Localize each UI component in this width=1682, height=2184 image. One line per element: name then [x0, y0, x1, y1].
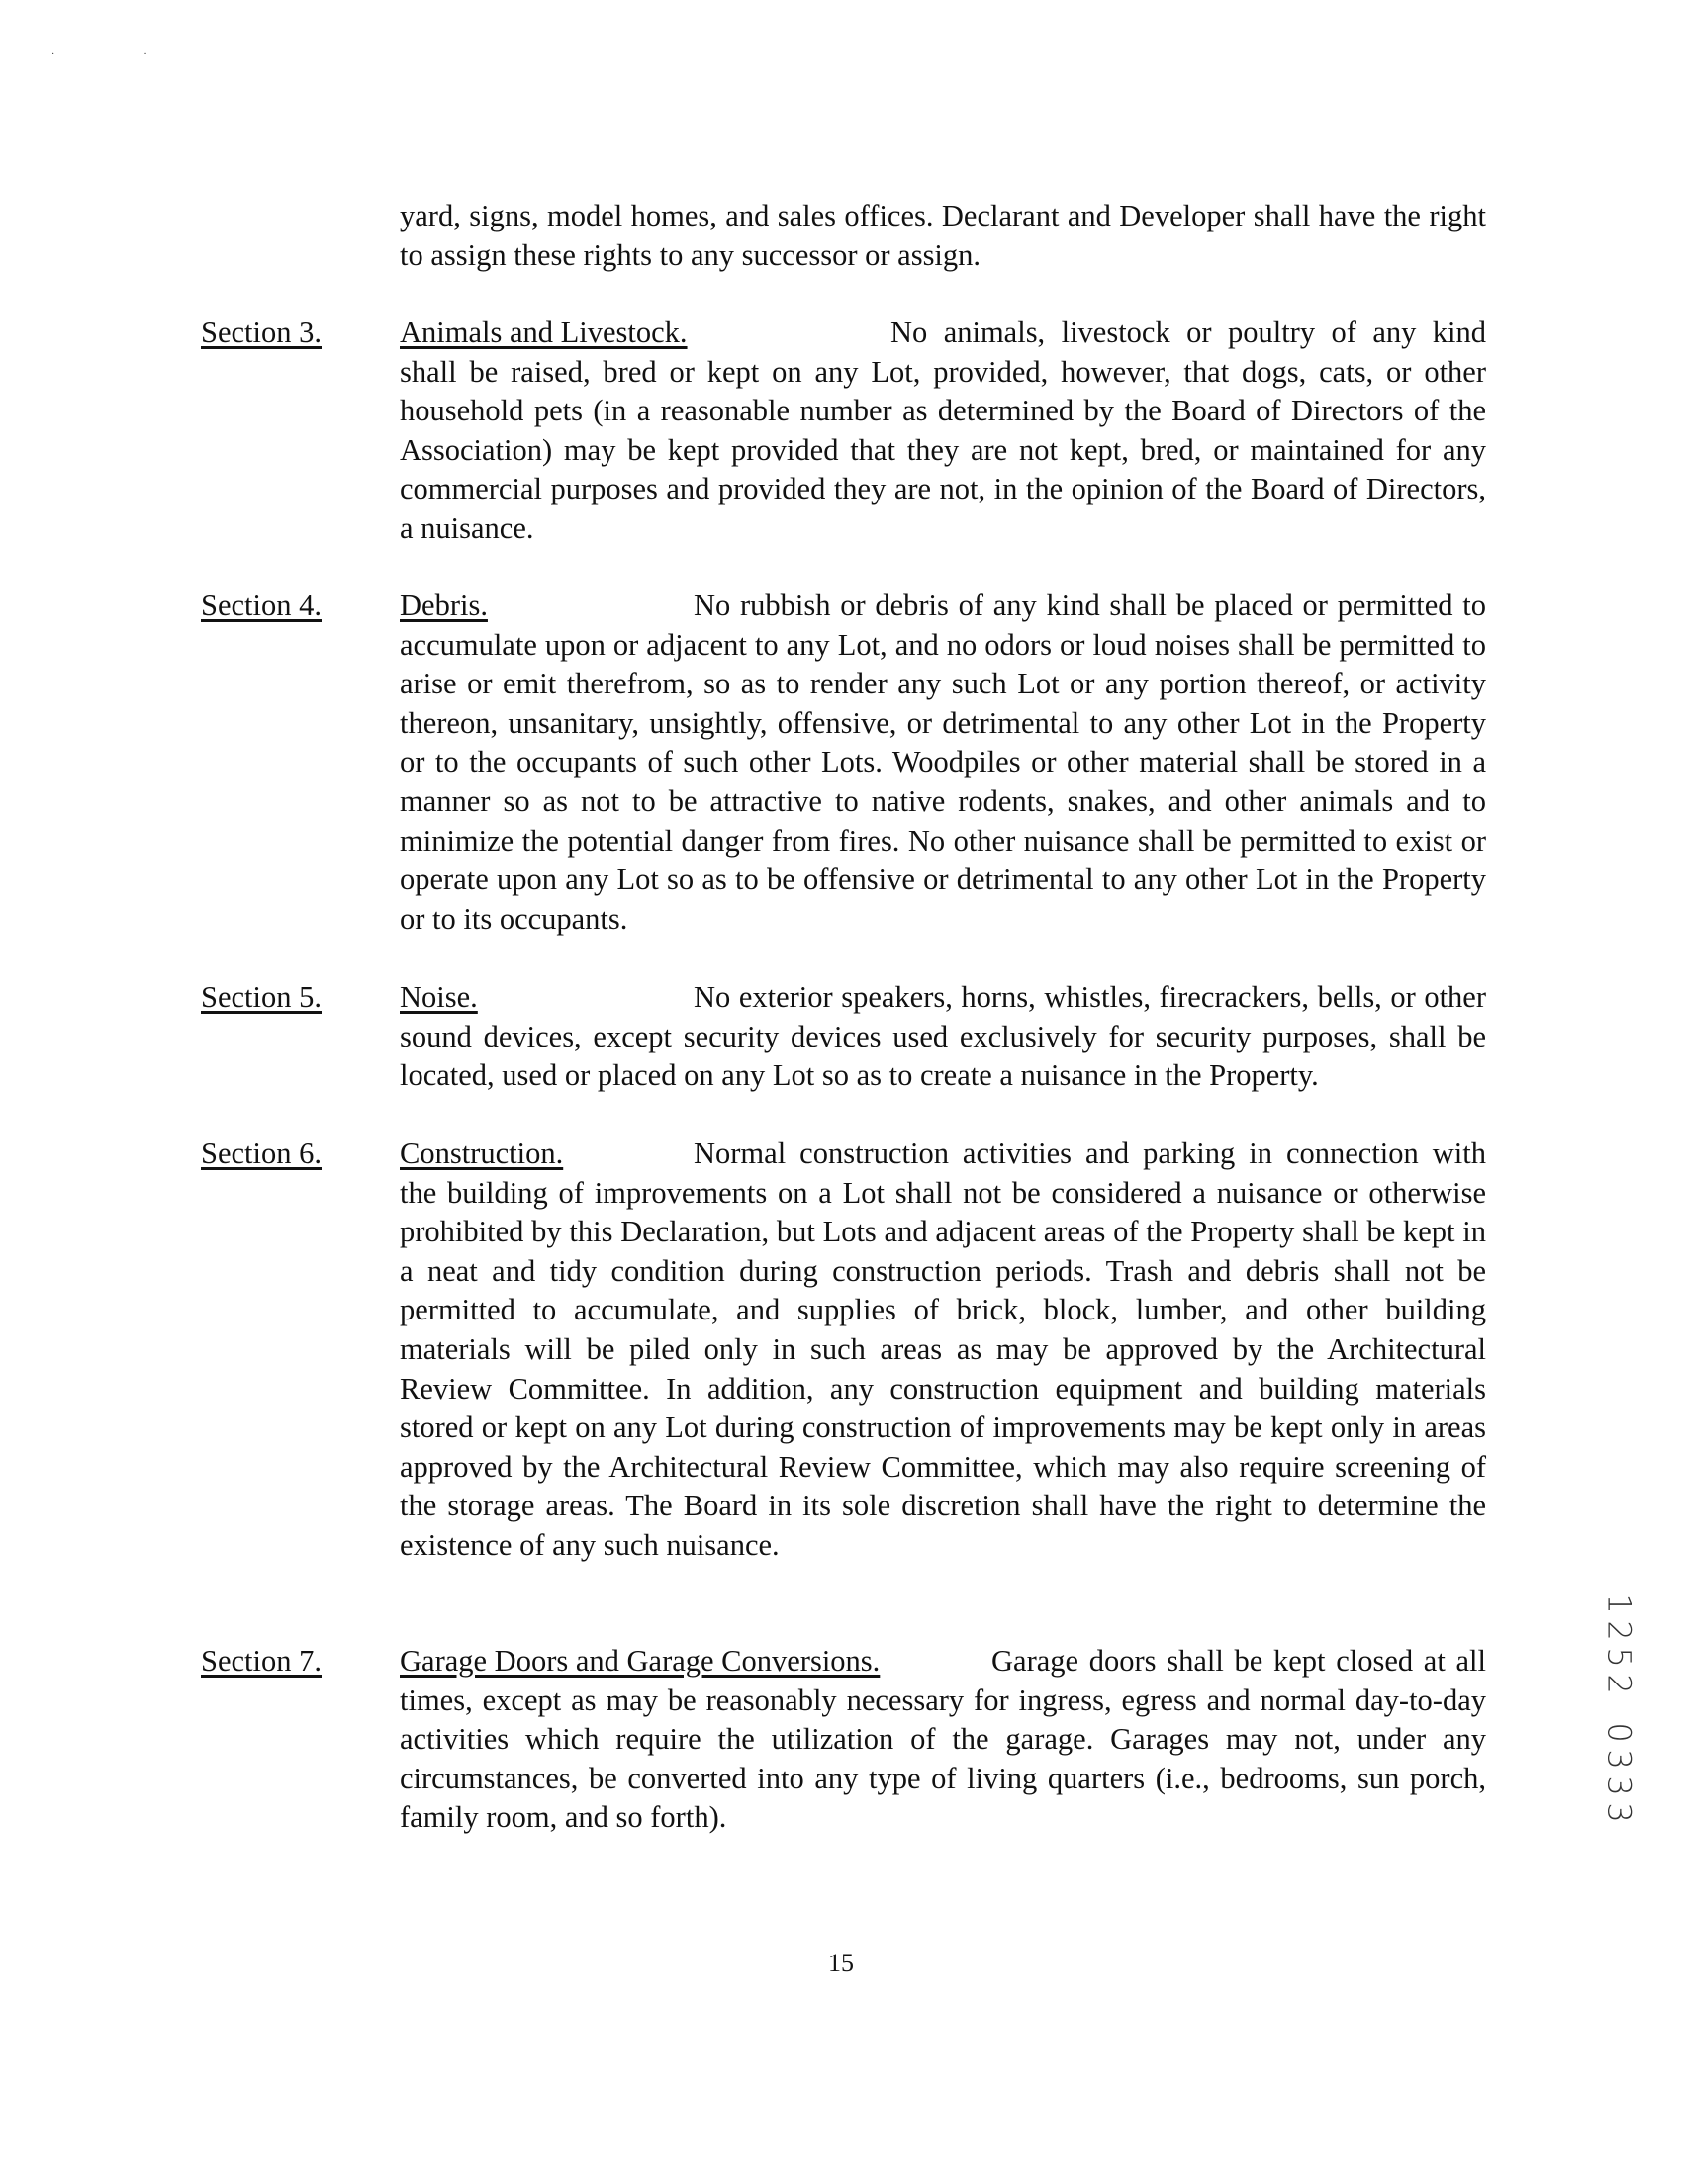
section-5-title: Noise.	[400, 980, 478, 1014]
stamp-digit: 3	[1600, 1775, 1638, 1796]
section-6-text	[400, 1135, 1486, 1566]
section-3-body: No animals, livestock or poultry of any kind shall be raised, bred or kept on any Lot, provided, however, that dogs, cats, or other household pets (in a reasonable number as determined by the Board of Directors of the Association) may be kept provided that they are not kept, bred, or maintained for any commercial purposes and provided they are not, in the opinion of the Board of Directors, a nuisance.	[400, 316, 1486, 545]
section-7-title: Garage Doors and Garage Conversions.	[400, 1644, 881, 1678]
stamp-digit: 2	[1600, 1620, 1638, 1641]
section-3-title: Animals and Livestock.	[400, 316, 688, 349]
section-7-body: Garage doors shall be kept closed at all times, except as may be reasonably necessary for ingress, egress and normal day-to-day activities which require the utilization of the garage. Garages may not, under any circumstances, be converted into any type of living quarters (i.e., bedrooms, sun porch, family room, and so forth).	[400, 1644, 1486, 1835]
stamp-digit: 3	[1600, 1802, 1638, 1823]
section-7-label: Section 7.	[201, 1644, 322, 1678]
section-7-text	[400, 1642, 1486, 1838]
intro-paragraph: yard, signs, model homes, and sales offices. Declarant and Developer shall have the right to assign these rights to any successor or assign.	[400, 199, 1486, 272]
section-3-text	[400, 314, 1486, 549]
scan-specks: ··	[51, 49, 236, 60]
side-stamp	[1599, 1591, 1638, 1826]
section-6-body: Normal construction activities and parking in connection with the building of improvements on a Lot shall not be considered a nuisance or otherwise prohibited by this Declaration, but Lots and adjacent areas of the Property shall be kept in a neat and tidy condition during construction periods. Trash and debris shall not be permitted to accumulate, and supplies of brick, block, lumber, and other building materials will be piled only in such areas as may be approved by the Architectural Review Committee. In addition, any construction equipment and building materials stored or kept on any Lot during construction of improvements may be kept only in areas approved by the Architectural Review Committee, which may also require screening of the storage areas. The Board in its sole discretion shall have the right to determine the existence of any such nuisance.	[400, 1137, 1486, 1562]
section-5-text	[400, 978, 1486, 1096]
stamp-digit: 3	[1600, 1749, 1638, 1770]
section-4-title: Debris.	[400, 589, 488, 622]
section-4-text	[400, 587, 1486, 939]
stamp-digit: 5	[1600, 1647, 1638, 1668]
page-number: 15	[828, 1949, 854, 1977]
section-6-title: Construction.	[400, 1137, 564, 1170]
stamp-digit: 1	[1600, 1593, 1638, 1614]
section-5-label: Section 5.	[201, 980, 322, 1014]
side-stamp-bottom	[1599, 1719, 1638, 1826]
side-stamp-top	[1599, 1591, 1638, 1697]
stamp-digit: 2	[1600, 1674, 1638, 1694]
section-4-body: No rubbish or debris of any kind shall be placed or permitted to accumulate upon or adjacent to any Lot, and no odors or loud noises shall be permitted to arise or emit therefrom, so as to render any such Lot or any portion thereof, or activity thereon, unsanitary, unsightly, offensive, or detrimental to any other Lot in the Property or to the occupants of such other Lots. Woodpiles or other material shall be stored in a manner so as not to be attractive to native rodents, snakes, and other animals and to minimize the potential danger from fires. No other nuisance shall be permitted to exist or operate upon any Lot so as to be offensive or detrimental to any other Lot in the Property or to its occupants.	[400, 589, 1486, 936]
section-6-label: Section 6.	[201, 1137, 322, 1170]
section-3-label: Section 3.	[201, 316, 322, 349]
section-4-label: Section 4.	[201, 589, 322, 622]
section-5-body: No exterior speakers, horns, whistles, firecrackers, bells, or other sound devices, except security devices used exclusively for security purposes, shall be located, used or placed on any Lot so as to create a nuisance in the Property.	[400, 980, 1486, 1093]
stamp-digit: 0	[1600, 1722, 1638, 1743]
